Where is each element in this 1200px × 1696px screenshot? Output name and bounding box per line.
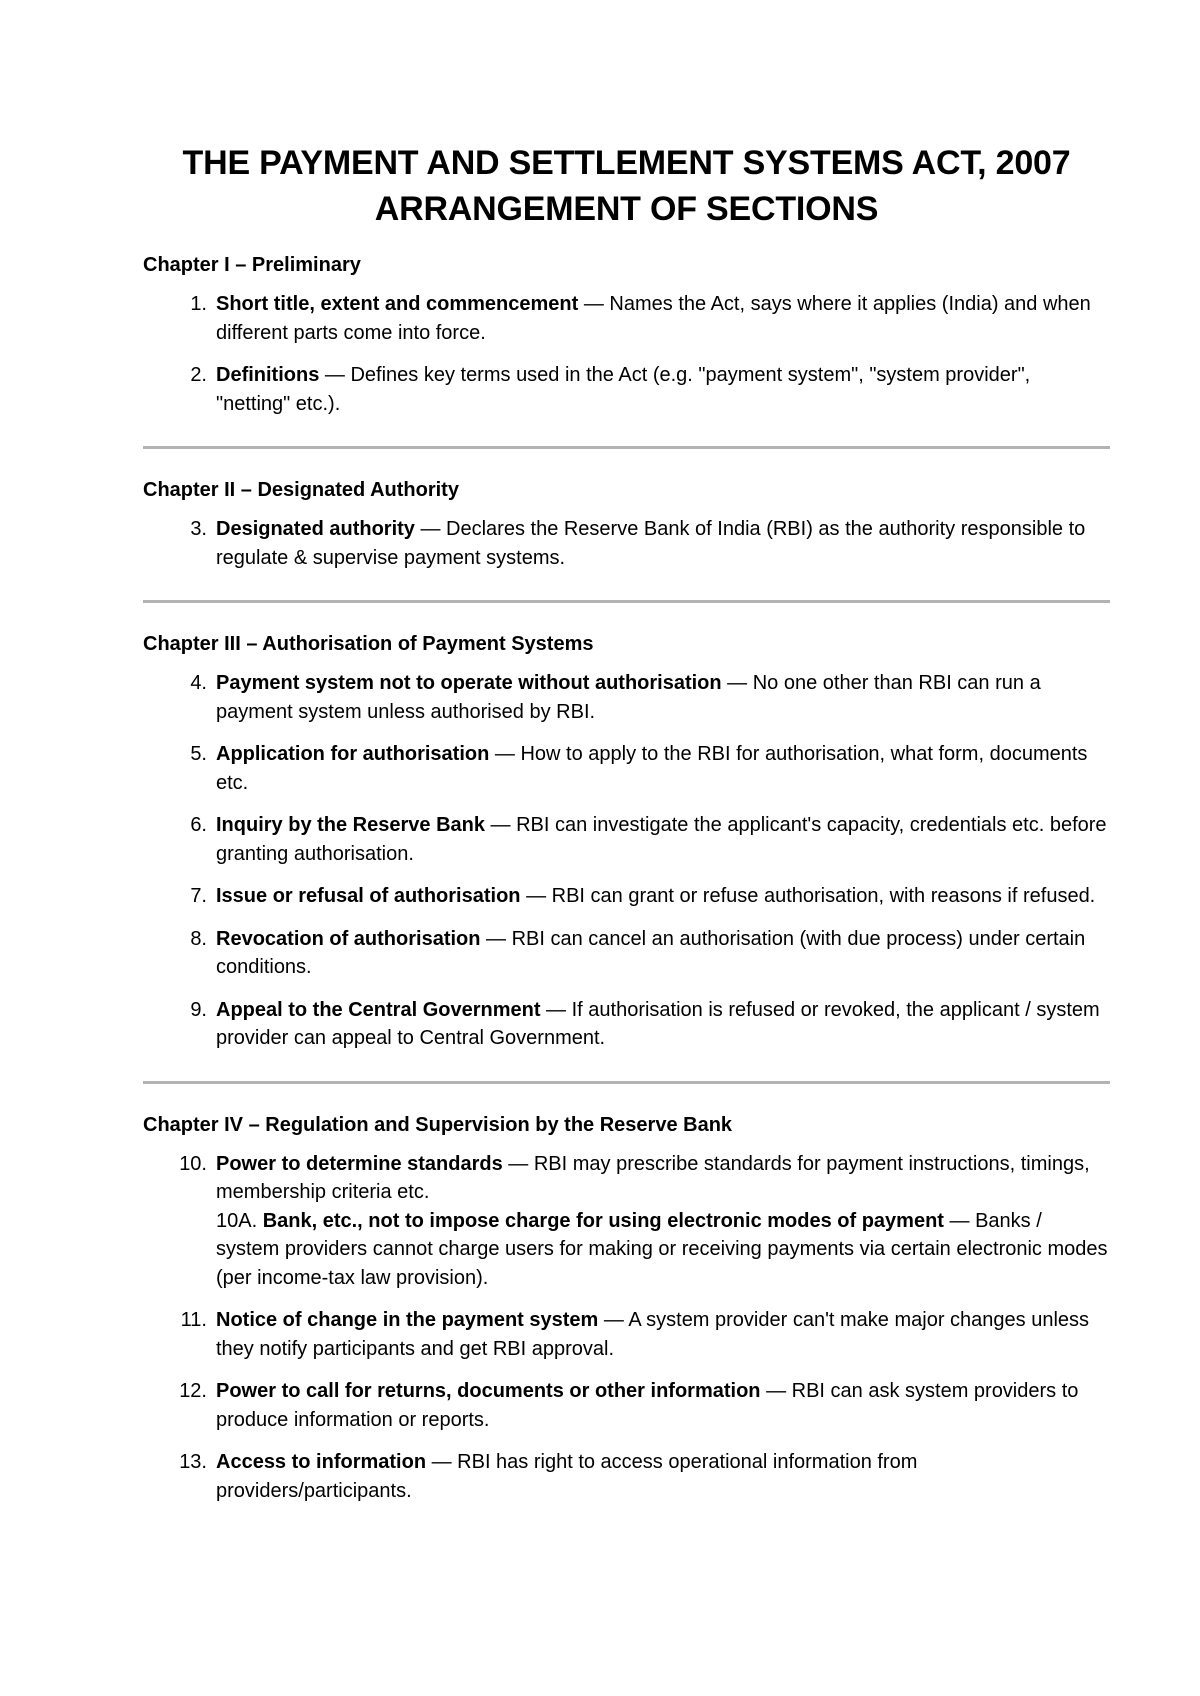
chapter-3: [143, 631, 1110, 1053]
section-list: [143, 1150, 1110, 1506]
section-description: — RBI can grant or refuse authorisation, with reasons if refused.: [520, 885, 1096, 907]
section-list: [143, 669, 1110, 1053]
chapter-heading: Chapter IV – Regulation and Supervision by the Reserve Bank: [143, 1113, 733, 1136]
section-list: [143, 290, 1110, 418]
section-number: 2.: [190, 364, 207, 386]
section-description: — If authorisation is refused or revoked, the applicant / system provider can appeal to Central Government.: [216, 998, 1100, 1049]
section-title: Power to determine standards: [216, 1152, 503, 1175]
section-title: Issue or refusal of authorisation: [216, 885, 521, 907]
sub-section: [216, 1207, 1110, 1293]
section-description: — RBI may prescribe standards for payment instructions, timings, membership criteria etc.: [216, 1152, 1090, 1203]
section-item: [143, 515, 1110, 572]
section-number: 3.: [190, 518, 207, 540]
chapter-heading: Chapter II – Designated Authority: [143, 479, 459, 501]
section-item: [143, 1448, 1110, 1505]
section-number: 7.: [190, 885, 207, 907]
section-item: [143, 1377, 1110, 1434]
section-number: 4.: [190, 672, 207, 694]
section-title: Designated authority: [216, 518, 415, 540]
section-title: Application for authorisation: [216, 743, 490, 765]
section-title: Appeal to the Central Government: [216, 998, 541, 1021]
section-item: [143, 996, 1110, 1053]
section-item: [143, 811, 1110, 868]
section-title: Notice of change in the payment system: [216, 1309, 599, 1331]
chapter-divider: [143, 446, 1110, 449]
section-description: — No one other than RBI can run a payment system unless authorised by RBI.: [216, 672, 1041, 723]
section-item: [143, 1306, 1110, 1363]
sub-section-number: 10A.: [216, 1209, 263, 1232]
section-list: [143, 515, 1110, 572]
section-title: Definitions: [216, 364, 320, 386]
section-title: Short title, extent and commencement: [216, 293, 579, 315]
section-number: 1.: [190, 293, 207, 315]
section-description: — A system provider can't make major changes unless they notify participants and get RBI approval.: [216, 1309, 1090, 1360]
section-description: — Defines key terms used in the Act (e.g. "payment system", "system provider", "netting" etc.).: [216, 364, 1031, 415]
chapter-heading: Chapter III – Authorisation of Payment Systems: [143, 633, 594, 655]
section-number: 12.: [179, 1380, 207, 1402]
document-subtitle: ARRANGEMENT OF SECTIONS: [374, 190, 879, 228]
section-description: — How to apply to the RBI for authorisation, what form, documents etc.: [216, 743, 1088, 794]
chapter-divider: [143, 1081, 1110, 1084]
section-item: [143, 669, 1110, 726]
sub-section-title: Bank, etc., not to impose charge for using electronic modes of payment: [262, 1209, 944, 1232]
section-number: 13.: [179, 1451, 207, 1473]
section-description: — Names the Act, says where it applies (India) and when different parts come into force.: [216, 293, 1091, 344]
section-number: 6.: [190, 814, 207, 836]
section-title: Inquiry by the Reserve Bank: [216, 814, 485, 836]
chapter-2: [143, 477, 1110, 572]
document-title: THE PAYMENT AND SETTLEMENT SYSTEMS ACT, 2007: [182, 144, 1071, 182]
chapter-4: [143, 1112, 1110, 1506]
chapter-divider: [143, 600, 1110, 603]
section-description: — RBI has right to access operational information from providers/participants.: [216, 1451, 918, 1502]
chapter-1: [143, 252, 1110, 418]
section-title: Access to information: [216, 1451, 427, 1473]
document-page: [143, 140, 1110, 1519]
section-number: 10.: [179, 1152, 207, 1175]
section-number: 11.: [180, 1309, 207, 1331]
section-item: [143, 925, 1110, 982]
section-item: [143, 361, 1110, 418]
section-description: — RBI can ask system providers to produce information or reports.: [216, 1380, 1079, 1431]
document-title-block: [143, 140, 1110, 232]
sub-section-description: — Banks / system providers cannot charge users for making or receiving payments via certain electronic modes (per income-tax law provision).: [216, 1209, 1108, 1289]
section-description: — RBI can cancel an authorisation (with due process) under certain conditions.: [216, 927, 1086, 978]
section-item: [143, 882, 1110, 911]
section-title: Revocation of authorisation: [216, 927, 481, 950]
section-item: [143, 1150, 1110, 1293]
section-description: — Declares the Reserve Bank of India (RBI) as the authority responsible to regulate & supervise payment systems.: [216, 518, 1086, 569]
section-item: [143, 740, 1110, 797]
section-description: — RBI can investigate the applicant's capacity, credentials etc. before granting authorisation.: [216, 814, 1107, 865]
section-title: Power to call for returns, documents or other information: [216, 1380, 761, 1402]
section-number: 9.: [190, 998, 207, 1021]
chapter-heading: Chapter I – Preliminary: [143, 254, 361, 276]
section-number: 8.: [190, 927, 207, 950]
section-item: [143, 290, 1110, 347]
section-number: 5.: [190, 743, 207, 765]
section-title: Payment system not to operate without authorisation: [216, 672, 722, 694]
